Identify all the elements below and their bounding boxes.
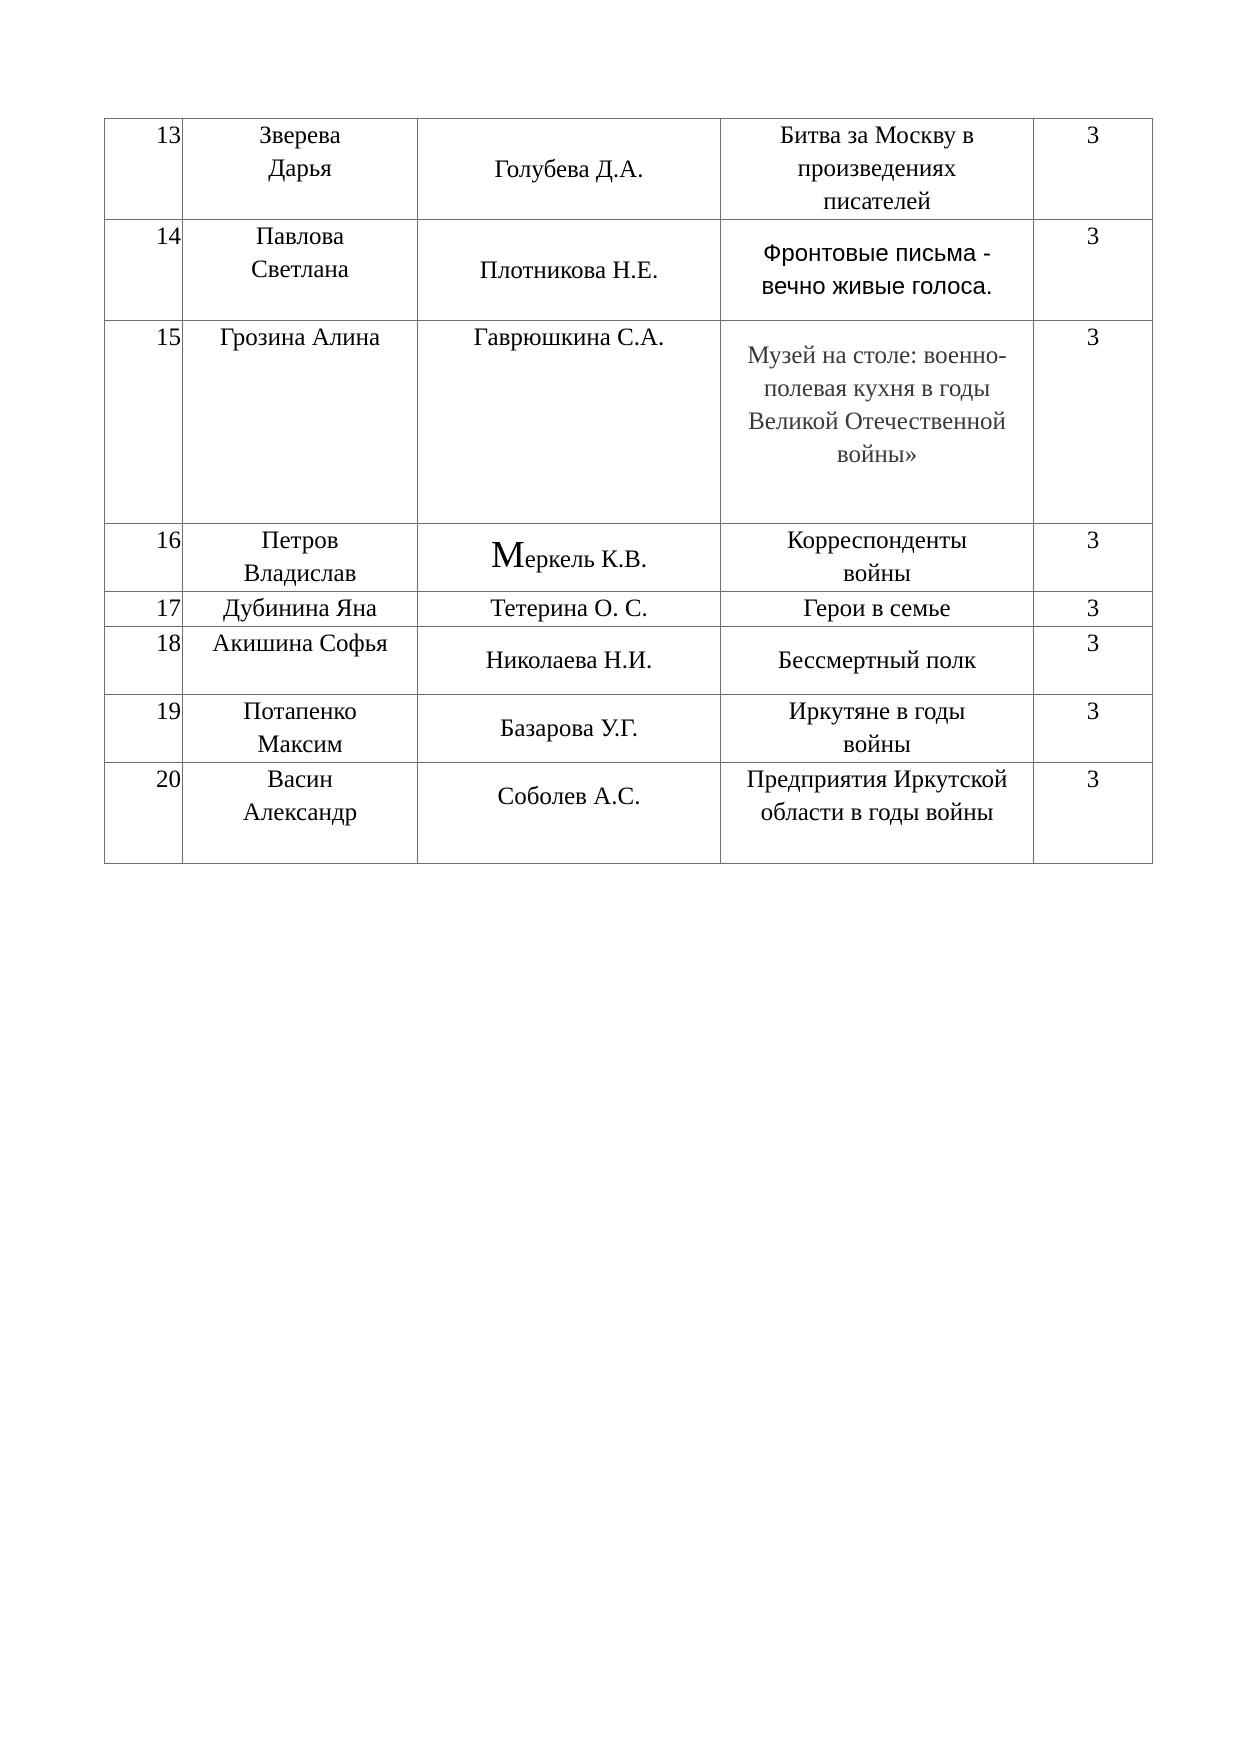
participants-table (104, 118, 1153, 864)
student-name-text: Зверева Дарья (259, 122, 341, 182)
topic: Бессмертный полк (721, 627, 1034, 695)
topic (721, 321, 1034, 524)
grade: 3 (1034, 763, 1153, 864)
table-row (105, 695, 1153, 763)
student-name-text: Петров Владислав (243, 527, 357, 587)
table-row (105, 592, 1153, 627)
row-number: 14 (105, 220, 183, 321)
student-name: Акишина Софья (183, 627, 418, 695)
topic: Герои в семье (721, 592, 1034, 627)
grade: 3 (1034, 321, 1153, 524)
student-name: Грозина Алина (183, 321, 418, 524)
teacher-initial: М (491, 534, 525, 576)
student-name (183, 524, 418, 592)
table-row (105, 763, 1153, 864)
topic-text: Предприятия Иркутской области в годы войны (746, 766, 1008, 826)
teacher-name (418, 763, 721, 864)
topic-text: Битва за Москву в произведениях писателей (779, 122, 975, 215)
table-row (105, 627, 1153, 695)
student-name (183, 695, 418, 763)
teacher-name: Базарова У.Г. (418, 695, 721, 763)
grade: 3 (1034, 220, 1153, 321)
row-number: 20 (105, 763, 183, 864)
topic (721, 119, 1034, 220)
teacher-name: Гаврюшкина С.А. (418, 321, 721, 524)
topic (721, 220, 1034, 321)
teacher-name: Голубева Д.А. (418, 119, 721, 220)
grade: 3 (1034, 592, 1153, 627)
table-row (105, 119, 1153, 220)
teacher-name: Тетерина О. С. (418, 592, 721, 627)
topic (721, 524, 1034, 592)
teacher-name: Плотникова Н.Е. (418, 220, 721, 321)
topic-text: Музей на столе: военно-полевая кухня в годы Великой Отечественной войны» (747, 342, 1007, 468)
row-number: 15 (105, 321, 183, 524)
row-number: 18 (105, 627, 183, 695)
table-row (105, 524, 1153, 592)
teacher-name (418, 524, 721, 592)
student-name-text: Васин Александр (242, 766, 358, 826)
grade: 3 (1034, 524, 1153, 592)
topic (721, 695, 1034, 763)
row-number: 13 (105, 119, 183, 220)
row-number: 16 (105, 524, 183, 592)
grade: 3 (1034, 627, 1153, 695)
student-name-text: Потапенко Максим (243, 698, 357, 758)
topic-text: Корреспонденты войны (787, 527, 967, 587)
student-name-text: Павлова Светлана (251, 223, 349, 283)
row-number: 17 (105, 592, 183, 627)
teacher-name-rest: еркель К.В. (524, 546, 647, 573)
student-name (183, 119, 418, 220)
row-number: 19 (105, 695, 183, 763)
grade: 3 (1034, 695, 1153, 763)
teacher-name-text: Соболев А.С. (497, 783, 641, 810)
grade: 3 (1034, 119, 1153, 220)
student-name (183, 220, 418, 321)
table-row (105, 220, 1153, 321)
topic-text: Иркутяне в годы войны (788, 698, 966, 758)
student-name (183, 763, 418, 864)
teacher-name: Николаева Н.И. (418, 627, 721, 695)
topic-text: Фронтовые письма - вечно живые голоса. (761, 240, 993, 300)
table-row (105, 321, 1153, 524)
student-name: Дубинина Яна (183, 592, 418, 627)
topic (721, 763, 1034, 864)
